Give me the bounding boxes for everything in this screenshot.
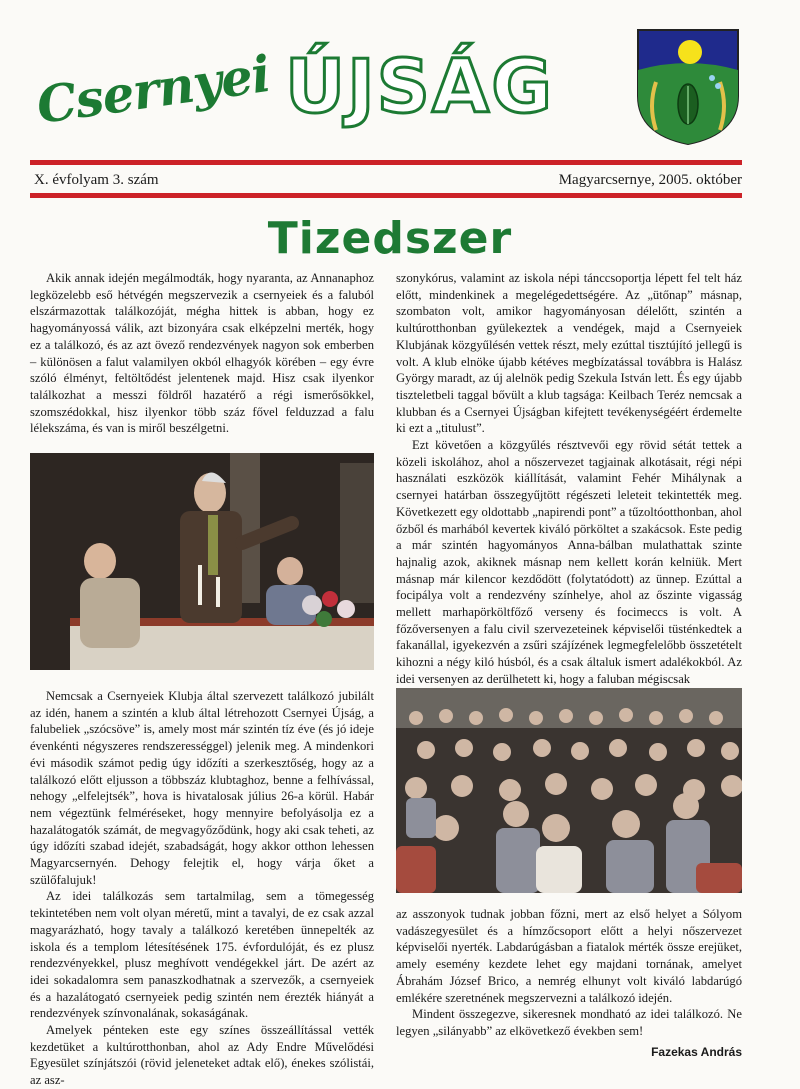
masthead — [30, 18, 750, 158]
header-rule-top — [30, 160, 742, 165]
article-paragraph: Akik annak idején megálmodták, hogy nyaranta, az Annanaphoz legközelebb eső hétvégén megszervezik a csernyeiek és a faluból elszármazottak találkozóját, mégha hittek is abban, hogy ez hagyományossá válik, azt bizonyára csak elképzelni merték, hogy ez a találkozó, és az azt övező rendezvények nagyon sok emberben – különösen a falut valamilyen okból elhagyók körében – egy évre szóló élményt, feltöltődést jelentenek majd. Hisz csak ilyenkor találkozhat a messzi földről hazatérő a régi ismerősökkel, szomszédokkal, hisz ilyenkor több száz fővel felduzzad a falu lélekszáma, és van is miről beszélgetni. — [30, 271, 374, 436]
article-column-left-top — [30, 270, 374, 437]
article-paragraph: Mindent összegezve, sikeresnek mondható az idei találkozó. Ne legyen „silányabb” az elkövetkező években sem! — [396, 1007, 742, 1038]
masthead-title: ÚJSÁG — [285, 44, 554, 130]
article-paragraph: az asszonyok tudnak jobban főzni, mert az első helyet a Sólyom vadászegyesület és a hímzőcsoport előtt a helyi nőszervezet képviselői nyerték. Labdarúgásban a fiatalok mérték össze erejüket, amely esemény kezdete lehet egy majdani tornának, amelyet Ábrahám József Brico, a nemrég elhunyt volt kiváló labdarúgó emlékére szeretnének megszervezni a találkozó idején. — [396, 907, 742, 1005]
article-headline: Tizedszer — [267, 213, 513, 264]
issue-place-date: Magyarcsernye, 2005. október — [558, 172, 742, 188]
article-paragraph: Az idei találkozás sem tartalmilag, sem a tömegesség tekintetében nem volt olyan méretű, mint a tavalyi, de ez csak azzal magyarázható, hogy tavaly a találkozó keretében ünnepelték az iskola és a templom létesítésének 175. évfordulóját, és ez plusz rendezvényekkel, plusz meghívott vendégekkel járt. De azért az idei sokadalomra sem panaszkodhatnak a szervezők, a csernyeiek és a hazalátogató csernyeiek pedig szintén nem érezték hiányát a rendezvények színvonalának, sokaságának. — [30, 889, 374, 1021]
header-rule-bottom — [30, 193, 742, 198]
coat-of-arms-icon — [634, 26, 742, 146]
article-column-left-bottom — [30, 688, 374, 1089]
article-column-right-bottom — [396, 906, 742, 1060]
photo-audience — [396, 688, 742, 893]
masthead-script-title: Csernyei — [33, 43, 274, 136]
article-paragraph: Amelyek pénteken este egy színes összeállítással vették kezdetüket a kultúrotthonban, ahol az Ady Endre Művelődési Egyesület színjátszói (rövid jeleneteket adtak elő), énekes szólistái, az asz- — [30, 1023, 374, 1088]
issue-line — [30, 172, 742, 192]
article-paragraph: szonykórus, valamint az iskola népi tánccsoportja lépett fel telt ház előtt, mindenkinek a megelégedettségére. Az „ütőnap” másnap, szombaton volt, amikor hagyományosan délelőtt, szintén a kultúrotthonban gyülekeztek a vendégek, majd a Csernyeiek Klubjának közgyűlésén vettek részt, mely ezúttal tisztújító jellegű is volt. A klub elnöke újabb kétéves megbízatással továbbra is Halász György maradt, az új alelnök pedig Szekula István lett. És egy újabb tiszteletbeli taggal bővült a klub tagsága: Keilbach Teréz nemcsak a klubban és a Csernyei Újságban kifejtett tevékenységéért érdemelte ki ezt a „titulust”. — [396, 271, 742, 436]
article-paragraph: Ezt követően a közgyűlés résztvevői egy rövid sétát tettek a közeli iskolához, ahol a nőszervezet tagjainak alkotásait, régi népi használati eszközök kiállítását, valamint Fehér Mihálynak a csernyei határban összegyűjtött régészeti leleteit tekintették meg. Következett egy oldottabb „napirendi pont” a tűzoltóotthonban, ahol őzből és marhából kevertek kiváló pörköltet a szakácsok. Este pedig a már szintén hagyományos Anna-bálban mulathattak szinte hajnalig azok, akiknek másnap nem kellett korán kelniük. Mert másnap már kilencor kezdődött (folytatódott) az ünnep. Ezúttal a focipálya volt a rendezvény színhelye, ahol az őszinte vigasság mellett marhapörköltfőző verseny és focimeccs is volt. A főzőversenyen a falu civil szervezeteinek képviselői tüsténkedtek a fakanállal, igyekezvén a zsűri szájízének legmegfelelőbb összetételt kihozni a négy kiló húsból, és a csak általuk ismert adalékokból. Az idei versenyen az derülhetett ki, hogy a faluban mégiscsak — [396, 438, 742, 686]
article-paragraph: Nemcsak a Csernyeiek Klubja által szervezett találkozó jubilált az idén, hanem a szintén a klub által létrehozott Csernyei Újság, a falubeliek „szócsöve” is, amely most már szintén tíz éve (és jó ideje évenkénti négyszeres rendszerességgel) jelenik meg. A mindenkori évi második számot pedig úgy időzíti a szerkesztőség, hogy az a találkozó előtt eljusson a többszáz klubtaghoz, benne a felhívással, nehogy „elfelejtsék”, hova is hivatalosak július 26-a körül. Habár nem végeztünk felméréseket, hogy mennyire befolyásolja ez a hazalátogatók számát, de megvagyőződünk, hogy aki csak teheti, az úgy időzíti szabad idejét, szabadságát, hogy akkor otthon lehessen Magyarcsernyén. Dehogy felejtik el, hogy várja őket a szülőfalujuk! — [30, 689, 374, 887]
photo-speakers — [30, 453, 374, 670]
photo-speakers-image — [30, 453, 374, 670]
photo-audience-image — [396, 688, 742, 893]
issue-volume: X. évfolyam 3. szám — [34, 172, 159, 188]
article-column-right-top — [396, 270, 742, 688]
article-author: Fazekas András — [651, 1044, 742, 1059]
